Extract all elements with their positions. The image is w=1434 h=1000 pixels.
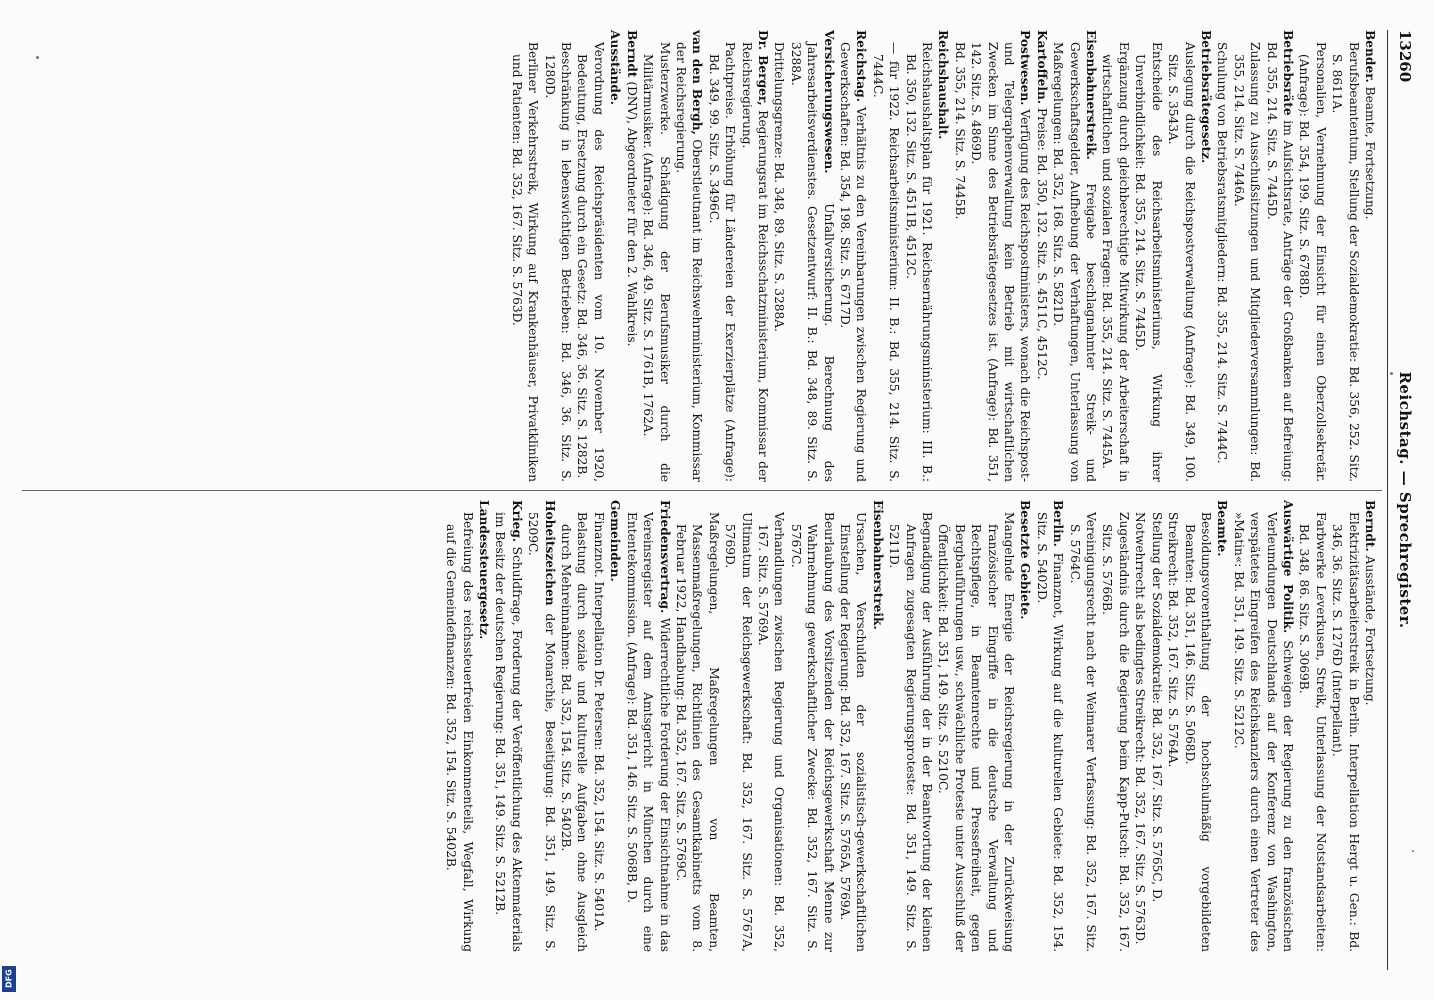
index-entry [574, 30, 607, 482]
credit-text [0, 530, 8, 1000]
index-entry [640, 30, 673, 482]
index-entry [1099, 30, 1132, 482]
entry-text: Besoldungsvorenthaltung der hochschulmäßig vorgebildeten Beamten: Bd. 351, 146. Sitz. S. 5068D. [1182, 512, 1213, 952]
index-entry [705, 30, 738, 482]
index-entry [1099, 500, 1132, 952]
index-entry [1329, 500, 1362, 952]
entry-text: Widerrechtliche Forderung der Einsichtnahme in das Vereinsregister auf dem Amtsgericht in München durch eine Ententekommission. (Anfrage): Bd. 351, 146. Sitz. S. 5068B, D. [624, 512, 672, 952]
digitization-credit [0, 530, 16, 1000]
entry-text: Freigabe beschlagnahmter Streik- und Gewerkschaftsgelder, Aufhebung der Verhaftungen, Unterlassung von Maßregelungen: Bd. 352, 168. Sitz. S. 5821D. [1051, 42, 1099, 483]
index-entry [591, 500, 607, 952]
scan-speck [1412, 850, 1414, 852]
entry-text: Mangelnde Energie der Reichsregierung in der Zurückweisung französischer Eingriffe in die deutsche Verwaltung und Rechtspflege, in Beamtenrechte und Pressefreiheit, gegen Bergbauführungen usw., schwächliche Proteste unter Ausschluß der Öffentlichkeit: Bd. 351, 149. Sitz. S. 5210C. [936, 512, 1017, 952]
dfg-logo: DFG [2, 966, 16, 992]
index-entry [886, 500, 935, 952]
entry-name: van den Bergh, [690, 30, 705, 135]
entry-topic: Beamte. [1215, 500, 1230, 557]
entry-text: Verhältnis zu den Vereinbarungen zwischen Regierung und Gewerkschaften: Bd. 354, 198. Sitz. S. 6717D. [838, 42, 869, 483]
entry-text: (DNV), Abgeordneter für den 2. Wahlkreis. [624, 81, 639, 347]
entry-text: Verfügung des Reichspostministers, wonach die Reichspost- und Telegraphenverwaltung kein Betrieb mit wirtschaftlichen Zwecken im Sinne des Betriebsrätegesetzes ist. (Anfrage): Bd. 351, 142. Sitz. S. 4869D. [969, 42, 1033, 482]
index-entry [525, 500, 558, 952]
entry-text: Streikrecht: Bd. 352, 167. Sitz. S. 5764A. [1166, 512, 1181, 768]
index-entry [623, 500, 672, 952]
entry-text: Pachtpreise. Erhöhung für Ländereien der Exerzierplätze (Anfrage): Bd. 349, 99. Sitz. S. 3496C. [706, 42, 738, 482]
index-entry [1362, 500, 1378, 952]
entry-name: Dr. Berger, [755, 30, 770, 106]
entry-text: Personalien, Vernehmung der Einsicht für einen Oberzollsekretär. (Anfrage): Bd. 354, 199. Sitz. S. 6788D. [1297, 42, 1328, 482]
entry-text: der Monarchie, Beseitigung: Bd. 351, 149. Sitz. S. 5209C. [526, 512, 557, 953]
entry-text: Bd. 355, 214. Sitz. S. 7445B. [952, 42, 967, 220]
index-entry [443, 500, 476, 952]
entry-text: Elektrizitätsarbeiterstreik in Berlin. Interpellation Hergt u. Gen.: Bd. 346, 36. Sitz. S. 1276D (Interpellant). [1330, 512, 1361, 952]
entry-text: Ultimatum der Reichsgewerkschaft: Bd. 352, 167. Sitz. S. 5767A, 5769D. [723, 512, 754, 952]
entry-topic: Betriebsräte [1280, 30, 1295, 116]
index-entry [1181, 500, 1214, 952]
index-entry [508, 30, 541, 482]
entry-topic: Versicherungswesen. [821, 30, 836, 174]
entry-topic: Reichstag. [854, 30, 869, 102]
index-entry [951, 30, 967, 482]
entry-text: Schulung von Betriebsratsmitgliedern: Bd. 355, 214. Sitz. S. 7444C. [1215, 42, 1230, 464]
index-entry [1050, 30, 1099, 482]
index-entry [722, 500, 755, 952]
index-entry [1230, 500, 1296, 952]
entry-text: Begnadigung der Ausführung der in der Beantwortung der kleinen Anfragen zugesagten Regierungsproteste: Bd. 351, 149. Sitz. S. 5211D. [887, 512, 935, 952]
entry-text: Entscheide des Reichsarbeitsministeriums, Wirkung ihrer Unverbindlichkeit: Bd. 355, 214. Sitz. S. 7445D. [1133, 42, 1164, 482]
index-entry [541, 30, 574, 482]
index-entry [1362, 30, 1378, 482]
index-entry [935, 500, 1017, 952]
entry-text: Belastung durch soziale und kulturelle Aufgaben ohne Ausgleich durch Mehreinnahmen: Bd. 352, 154. Sitz. S. 5402B. [559, 512, 590, 952]
index-entry [968, 30, 1034, 482]
index-entry [787, 500, 836, 952]
entry-topic: Hoheitszeichen [542, 500, 557, 606]
entry-text: Ursachen, Verschulden der sozialistisch-gewerkschaftlichen Einstellung der Regierung: Bd. 352, 167. Sitz. S. 5765A, 5769A. [838, 512, 869, 952]
entry-text: Befreiung des reichssteuerfreien Einkommenteils, Wegfall, Wirkung auf die Gemeindefinanzen: Bd. 352, 154. Sitz. S. 5402B. [444, 512, 475, 952]
column-divider [22, 490, 1382, 491]
index-entry [1165, 30, 1198, 482]
entry-topic: Kartoffeln. [1034, 30, 1049, 105]
scan-speck [36, 56, 39, 59]
entry-text: Beamte, Fortsetzung. [1363, 86, 1377, 220]
entry-text: im Aufsichtsrate, Anträge der Großbanken auf Befreiung: Bd. 355, 214. Sitz. S. 7445D. [1264, 42, 1295, 482]
index-entry [837, 30, 870, 482]
index-entry [738, 30, 771, 482]
entry-text: Beurlaubung des Vorsitzenden der Reichsgewerkschaft Menne zur Wahrnehmung gewerkschaftlicher Zwecke: Bd. 352, 167. Sitz. S. 5767C. [788, 512, 836, 952]
entry-topic: Postwesen. [1018, 30, 1033, 106]
entry-text: Vereinigungsrecht nach der Weimarer Verfassung: Bd. 352, 167. Sitz. S. 5764C. [1067, 512, 1099, 952]
index-entry [1263, 30, 1296, 482]
index-entry [1165, 500, 1181, 952]
entry-text: Farbwerke Leverkusen, Streik, Unterlassung der Notstandsarbeiten: Bd. 348, 86. Sitz. S. 3069B. [1297, 512, 1328, 952]
entry-text: Finanznot. Interpellation Dr. Petersen: Bd. 352, 154. Sitz. S. 5401A. [591, 512, 606, 932]
entry-text: Auslegung durch die Reichspostverwaltung (Anfrage): Bd. 349, 100. Sitz. S. 3543A. [1166, 42, 1197, 482]
entry-text: Maßregelungen, Maßregelungen von Beamten, Massenmaßregelungen, Richtlinien des Gesamtkabinetts vom 8. Februar 1922, Handhabung: Bd. 352, 167. Sitz. S. 5769C. [673, 512, 721, 952]
index-entry [492, 500, 525, 952]
index-entry [1066, 500, 1099, 952]
page-number: 13260 [1396, 30, 1414, 83]
index-entry [837, 500, 870, 952]
entry-topic: Friedensvertrag. [657, 500, 672, 614]
index-entry [1132, 500, 1148, 952]
entry-topic: Krieg. [509, 500, 524, 543]
entry-text: Zugeständnis durch die Regierung beim Kapp-Putsch: Bd. 352, 167. Sitz. S. 5766B. [1100, 512, 1131, 952]
entry-topic: Berlin. [1051, 500, 1066, 547]
entry-text: Ausstände, Fortsetzung. [1363, 555, 1377, 706]
index-entry [558, 500, 591, 952]
index-entry [869, 500, 885, 952]
index-entry [476, 500, 492, 952]
index-entry [755, 500, 788, 952]
entry-name: Berndt. [1363, 500, 1377, 552]
entry-text: Unfallversicherung. Berechnung des Jahresarbeitsverdienstes. Gesetzentwurf: II. B.: Bd. 348, 89. Sitz. S. 3288A. [788, 42, 836, 482]
index-entry [1198, 30, 1214, 482]
entry-topic: Eisenbahnerstreik. [1084, 30, 1099, 160]
index-entry [1148, 500, 1164, 952]
index-entry [673, 500, 722, 952]
entry-topic: Gemeinden. [608, 500, 623, 582]
index-entry [869, 30, 902, 482]
entry-text: Musterzwerke. Schädigung der Berufsmusiker durch die Militärmusiker. (Anfrage): Bd. 346, 49. Sitz. S. 1761B, 1762A. [641, 42, 672, 482]
entry-text: Verordnung des Reichspräsidenten vom 10. November 1920, Bedeutung, Ersetzung durch ein Gesetz: Bd. 346, 36. Sitz. S. 1282B. [575, 42, 606, 482]
entry-text: Regierungsrat im Reichsschatzministerium, Kommissar der Reichsregierung. [739, 42, 770, 482]
entry-text: Stellung der Sozialdemokratie: Bd. 352, 167. Sitz. S. 5765C, D. [1149, 512, 1164, 903]
entry-text: Zulassung zu Ausschußsitzungen und Mitgliederversammlungen: Bd. 355, 214. Sitz. S. 7446A. [1231, 42, 1263, 482]
index-entry [1132, 30, 1165, 482]
scan-speck [1390, 372, 1393, 375]
index-entry [673, 30, 706, 482]
entry-text: Preise: Bd. 350, 132. Sitz. S. 4511C, 4512C. [1034, 108, 1049, 380]
index-entry [1033, 30, 1049, 482]
entry-text: Berufsbeamtentum, Stellung der Sozialdemokratie: Bd. 356, 252. Sitz. S. 8611A. [1330, 42, 1361, 482]
entry-text: Drittelungsgrenze: Bd. 348, 89. Sitz. S. 3288A. [772, 42, 787, 332]
entry-topic: Auswärtige Politik. [1280, 500, 1295, 634]
entry-text: Schuldfrage, Forderung der Veröffentlichung des Aktenmaterials im Besitz der deutschen Regierung: Bd. 351, 149. Sitz. S. 5212B. [493, 512, 524, 952]
entry-text: Berliner Verkehrsstreik, Wirkung auf Krankenhäuser, Privatkliniken und Patienten: Bd. 352, 167. Sitz. S. 5763D. [509, 42, 541, 482]
index-entry [787, 30, 836, 482]
entry-text: — für 1922. Reichsarbeitsministerium: II. B.: Bd. 355, 214. Sitz. S. 7444C. [870, 42, 902, 482]
index-entry [935, 30, 951, 482]
index-entry [1296, 500, 1329, 952]
entry-text: Notwehrrecht als bedingtes Streikrecht: Bd. 352, 167. Sitz. S. 5763D. [1133, 512, 1148, 945]
entry-text: Verhandlungen zwischen Regierung und Organisationen: Bd. 352, 167. Sitz. S. 5769A. [755, 512, 787, 952]
entry-text: Finanznot, Wirkung auf die kulturellen Gebiete: Bd. 352, 154. Sitz. S. 5402D. [1034, 512, 1066, 952]
entry-text: Ergänzung durch gleichberechtigte Mitwirkung der Arbeiterschaft in wirtschaftlichen und sozialen Fragen: Bd. 355, 214. Sitz. S. 7445A. [1100, 42, 1131, 482]
page-header [1387, 30, 1416, 970]
entry-topic: Besetzte Gebiete. [1018, 500, 1033, 620]
index-entry [1230, 30, 1263, 482]
index-entry [623, 30, 639, 482]
entry-name: Berndt [624, 30, 639, 78]
index-entry [1214, 500, 1230, 952]
entry-topic: Betriebsrätegesetz. [1198, 30, 1213, 164]
index-entry [771, 30, 787, 482]
entry-name: Bender. [1363, 30, 1377, 83]
entry-text: Oberstleutnant im Reichswehrministerium, Kommissar der Reichsregierung. [673, 42, 705, 482]
entry-topic: Eisenbahnerstreik. [870, 500, 885, 630]
entry-text: Schweigen der Regierung zu den französischen Verleumdungen Deutschlands auf der Konferenz von Washington, verspätetes Eingreifen des Reichskanzlers durch einen Vertreter des »Matin«: Bd. 351, 149. Sitz. S. 5212C. [1231, 512, 1295, 952]
entry-text: Reichshaushaltsplan für 1921. Reichsernährungsministerium: III. B.: Bd. 350, 132. Sitz. S. 4511B, 4512C. [903, 42, 935, 482]
index-entry [607, 500, 623, 952]
index-entry [1017, 500, 1033, 952]
index-entry [1214, 30, 1230, 482]
entry-topic: Landessteuergesetz. [477, 500, 492, 640]
left-column [508, 30, 1378, 482]
page-title: Reichstag. — Sprechregister. [1396, 371, 1414, 629]
entry-topic: Ausstände. [608, 30, 623, 105]
index-entry [1329, 30, 1362, 482]
entry-text: Beschränkung in lebenswichtigen Betrieben: Bd. 346, 36. Sitz. S. 1280D. [542, 42, 574, 482]
index-entry [1296, 30, 1329, 482]
entry-topic: Reichshaushalt. [936, 30, 951, 140]
index-entry [607, 30, 623, 482]
index-entry [1033, 500, 1066, 952]
index-entry [902, 30, 935, 482]
right-column [443, 500, 1378, 952]
